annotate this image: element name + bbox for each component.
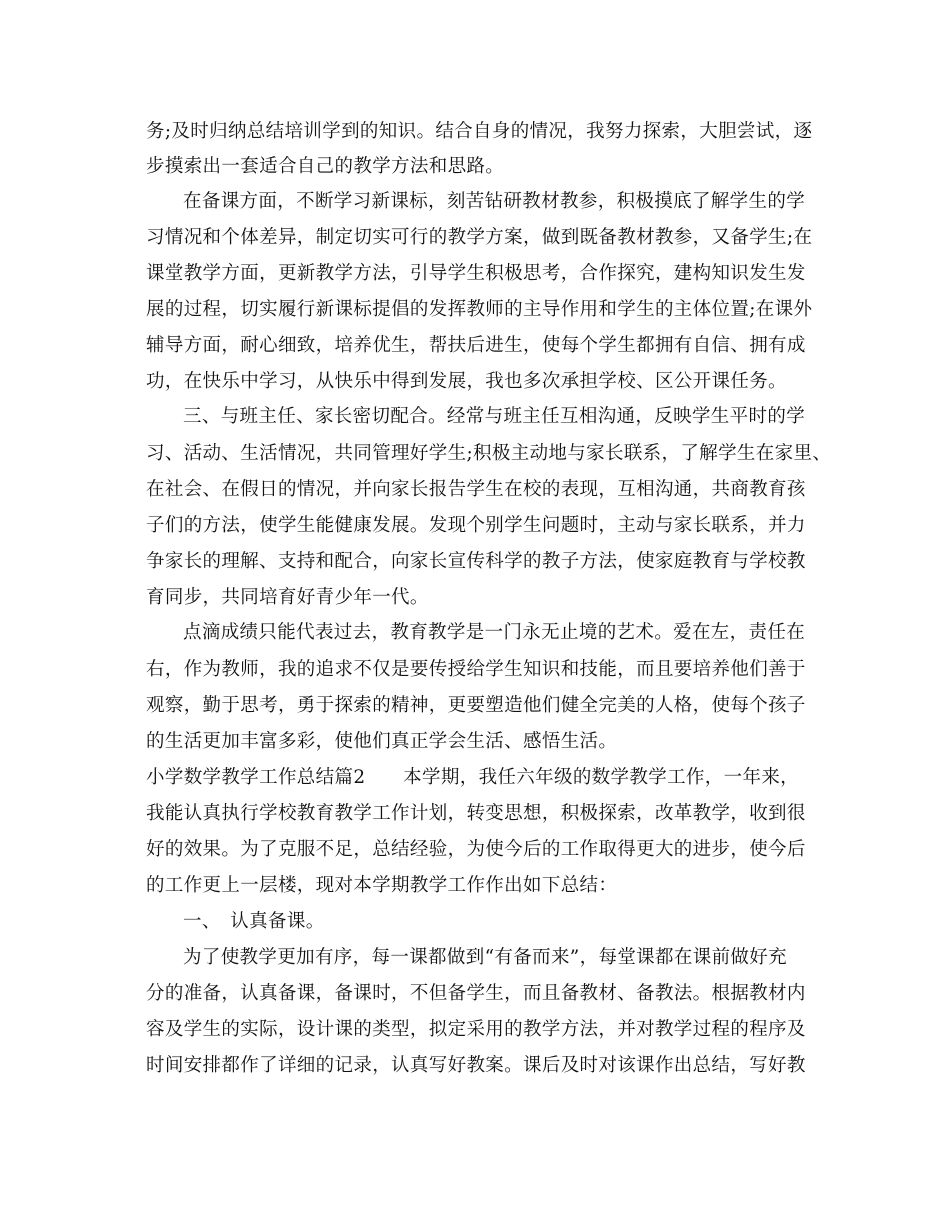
- text-line: 时间安排都作了详细的记录，认真写好教案。课后及时对该课作出总结，写好教: [146, 1055, 806, 1076]
- text-line: 的生活更加丰富多彩，使他们真正学会生活、感悟生活。: [146, 731, 618, 752]
- text-line: 分的准备，认真备课，备课时，不但备学生，而且备教材、备教法。根据教材内: [146, 983, 806, 1004]
- text-line: 步摸索出一套适合自己的教学方法和思路。: [146, 156, 505, 177]
- paragraph-start: 三、与班主任、家长密切配合。经常与班主任互相沟通，反映学生平时的学: [183, 406, 806, 427]
- text-line: 争家长的理解、支持和配合，向家长宣传科学的教子方法，使家庭教育与学校教: [146, 551, 806, 572]
- paragraph-start: 为了使教学更加有序，每一课都做到“有备而来”，每堂课都在课前做好充: [183, 947, 787, 968]
- text-line: 课堂教学方面，更新教学方法，引导学生积极思考，合作探究，建构知识发生发: [146, 263, 806, 284]
- text-line: 习情况和个体差异，制定切实可行的教学方案，做到既备教材教参，又备学生;在: [146, 227, 813, 248]
- text-line: 展的过程，切实履行新课标提倡的发挥教师的主导作用和学生的主体位置;在课外: [146, 299, 813, 320]
- text-line: 习、活动、生活情况，共同管理好学生;积极主动地与家长联系，了解学生在家里、: [146, 443, 832, 464]
- text-line: 育同步，共同培育好青少年一代。: [146, 587, 429, 608]
- text-line: 子们的方法，使学生能健康发展。发现个别学生问题时，主动与家长联系，并力: [146, 515, 806, 536]
- text-line: 务;及时归纳总结培训学到的知识。结合自身的情况，我努力探索，大胆尝试，逐: [146, 121, 813, 142]
- text-line: 好的效果。为了克服不足，总结经验，为使今后的工作取得更大的进步，使今后: [146, 839, 806, 860]
- text-line: 在社会、在假日的情况，并向家长报告学生在校的表现，互相沟通，共商教育孩: [146, 479, 806, 500]
- text-line: 辅导方面，耐心细致，培养优生，帮扶后进生，使每个学生都拥有自信、拥有成: [146, 335, 806, 356]
- paragraph-start: 点滴成绩只能代表过去，教育教学是一门永无止境的艺术。爱在左，责任在: [183, 622, 806, 643]
- subheading: 一、 认真备课。: [183, 911, 325, 932]
- text-line: 观察，勤于思考，勇于探索的精神，更要塑造他们健全完美的人格，使每个孩子: [146, 695, 806, 716]
- text-line: 我能认真执行学校教育教学工作计划，转变思想，积极探索，改革教学，收到很: [146, 803, 806, 824]
- text-line: 容及学生的实际，设计课的类型，拟定采用的教学方法，并对教学过程的程序及: [146, 1019, 806, 1040]
- section-title-line: 小学数学教学工作总结篇2 本学期，我任六年级的数学教学工作，一年来，: [146, 767, 800, 788]
- paragraph-start: 在备课方面，不断学习新课标，刻苦钻研教材教参，积极摸底了解学生的学: [183, 191, 806, 212]
- text-line: 右，作为教师，我的追求不仅是要传授给学生知识和技能，而且要培养他们善于: [146, 659, 806, 680]
- text-line: 的工作更上一层楼，现对本学期教学工作作出如下总结：: [146, 875, 618, 896]
- text-line: 功，在快乐中学习，从快乐中得到发展，我也多次承担学校、区公开课任务。: [146, 371, 787, 392]
